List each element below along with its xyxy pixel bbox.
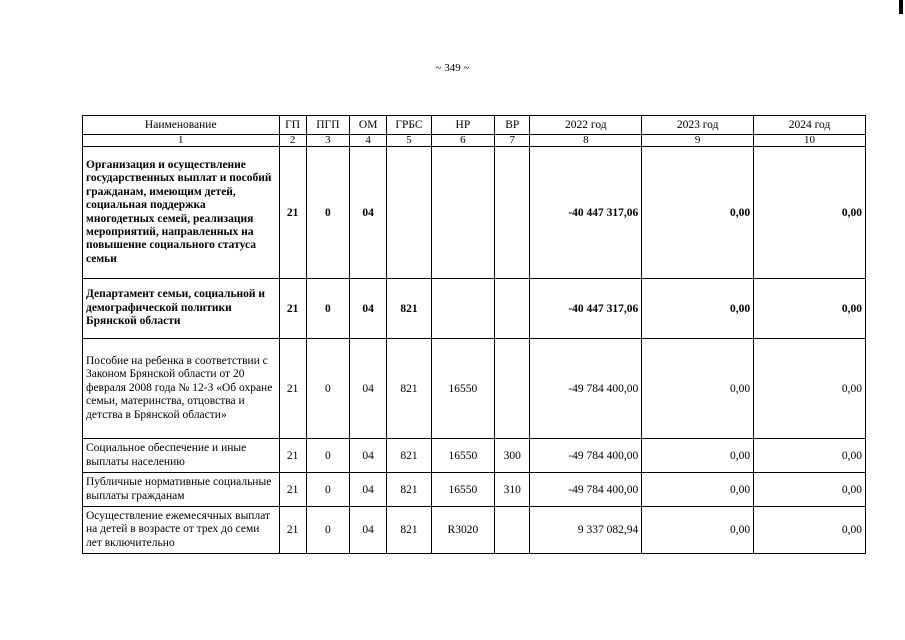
cell-om: 04: [350, 473, 387, 507]
cell-2022: 9 337 082,94: [530, 507, 642, 554]
table-row: [83, 147, 866, 279]
table-row: [83, 279, 866, 339]
table-row: [83, 339, 866, 439]
column-header: Наименование: [83, 116, 280, 135]
cell-2023: 0,00: [642, 279, 754, 339]
column-number-row: [83, 135, 866, 147]
column-number: 8: [530, 135, 642, 147]
column-number: 5: [387, 135, 431, 147]
cell-nr: 16550: [431, 339, 494, 439]
column-header: 2023 год: [642, 116, 754, 135]
cell-vr: 310: [495, 473, 530, 507]
cell-om: 04: [350, 339, 387, 439]
cell-vr: [495, 339, 530, 439]
row-name: Организация и осуществление государственных выплат и пособий гражданам, имеющим детей, социальная поддержка многодетных семей, реализация мероприятий, направленных на повышение социального статуса семьи: [83, 147, 280, 279]
cell-vr: [495, 147, 530, 279]
cell-pgp: 0: [306, 279, 349, 339]
cell-pgp: 0: [306, 507, 349, 554]
cell-2023: 0,00: [642, 507, 754, 554]
column-header: 2022 год: [530, 116, 642, 135]
cell-grbs: 821: [387, 473, 431, 507]
column-number: 3: [306, 135, 349, 147]
column-number: 6: [431, 135, 494, 147]
column-header: ПГП: [306, 116, 349, 135]
table-row: [83, 507, 866, 554]
cell-2022: -40 447 317,06: [530, 279, 642, 339]
cell-2023: 0,00: [642, 473, 754, 507]
table-header-row: [83, 116, 866, 135]
cell-2022: -49 784 400,00: [530, 473, 642, 507]
cell-om: 04: [350, 439, 387, 473]
column-number: 1: [83, 135, 280, 147]
cell-vr: [495, 279, 530, 339]
cell-vr: 300: [495, 439, 530, 473]
cell-grbs: [387, 147, 431, 279]
row-name: Департамент семьи, социальной и демографической политики Брянской области: [83, 279, 280, 339]
column-header: НР: [431, 116, 494, 135]
cell-nr: 16550: [431, 439, 494, 473]
row-name: Осуществление ежемесячных выплат на детей в возрасте от трех до семи лет включительно: [83, 507, 280, 554]
cell-2022: -40 447 317,06: [530, 147, 642, 279]
cell-2024: 0,00: [754, 147, 866, 279]
cell-2024: 0,00: [754, 507, 866, 554]
cell-2024: 0,00: [754, 439, 866, 473]
column-number: 2: [279, 135, 306, 147]
cell-pgp: 0: [306, 339, 349, 439]
cell-nr: 16550: [431, 473, 494, 507]
column-header: 2024 год: [754, 116, 866, 135]
row-name: Пособие на ребенка в соответствии с Законом Брянской области от 20 февраля 2008 года № 12-З «Об охране семьи, материнства, отцовства и детства в Брянской области»: [83, 339, 280, 439]
cell-2023: 0,00: [642, 339, 754, 439]
cell-grbs: 821: [387, 339, 431, 439]
cell-grbs: 821: [387, 507, 431, 554]
cell-vr: [495, 507, 530, 554]
cell-2024: 0,00: [754, 279, 866, 339]
cell-grbs: 821: [387, 439, 431, 473]
cell-nr: R3020: [431, 507, 494, 554]
cell-gp: 21: [279, 439, 306, 473]
cell-gp: 21: [279, 147, 306, 279]
cell-om: 04: [350, 147, 387, 279]
cell-om: 04: [350, 507, 387, 554]
cell-gp: 21: [279, 279, 306, 339]
table-row: [83, 439, 866, 473]
budget-table: [82, 115, 866, 554]
column-number: 7: [495, 135, 530, 147]
cell-om: 04: [350, 279, 387, 339]
cell-nr: [431, 279, 494, 339]
column-header: ГП: [279, 116, 306, 135]
column-header: ОМ: [350, 116, 387, 135]
column-number: 10: [754, 135, 866, 147]
cell-grbs: 821: [387, 279, 431, 339]
cell-2024: 0,00: [754, 473, 866, 507]
column-header: ГРБС: [387, 116, 431, 135]
cell-2022: -49 784 400,00: [530, 339, 642, 439]
table-row: [83, 473, 866, 507]
cell-2023: 0,00: [642, 439, 754, 473]
column-header: ВР: [495, 116, 530, 135]
row-name: Публичные нормативные социальные выплаты гражданам: [83, 473, 280, 507]
cell-gp: 21: [279, 339, 306, 439]
cell-gp: 21: [279, 473, 306, 507]
cell-2022: -49 784 400,00: [530, 439, 642, 473]
cell-gp: 21: [279, 507, 306, 554]
page-edge-mark: [899, 0, 903, 14]
cell-pgp: 0: [306, 473, 349, 507]
column-number: 4: [350, 135, 387, 147]
row-name: Социальное обеспечение и иные выплаты населению: [83, 439, 280, 473]
cell-pgp: 0: [306, 147, 349, 279]
cell-pgp: 0: [306, 439, 349, 473]
cell-2023: 0,00: [642, 147, 754, 279]
column-number: 9: [642, 135, 754, 147]
page-number: ~ 349 ~: [435, 62, 470, 74]
cell-nr: [431, 147, 494, 279]
cell-2024: 0,00: [754, 339, 866, 439]
